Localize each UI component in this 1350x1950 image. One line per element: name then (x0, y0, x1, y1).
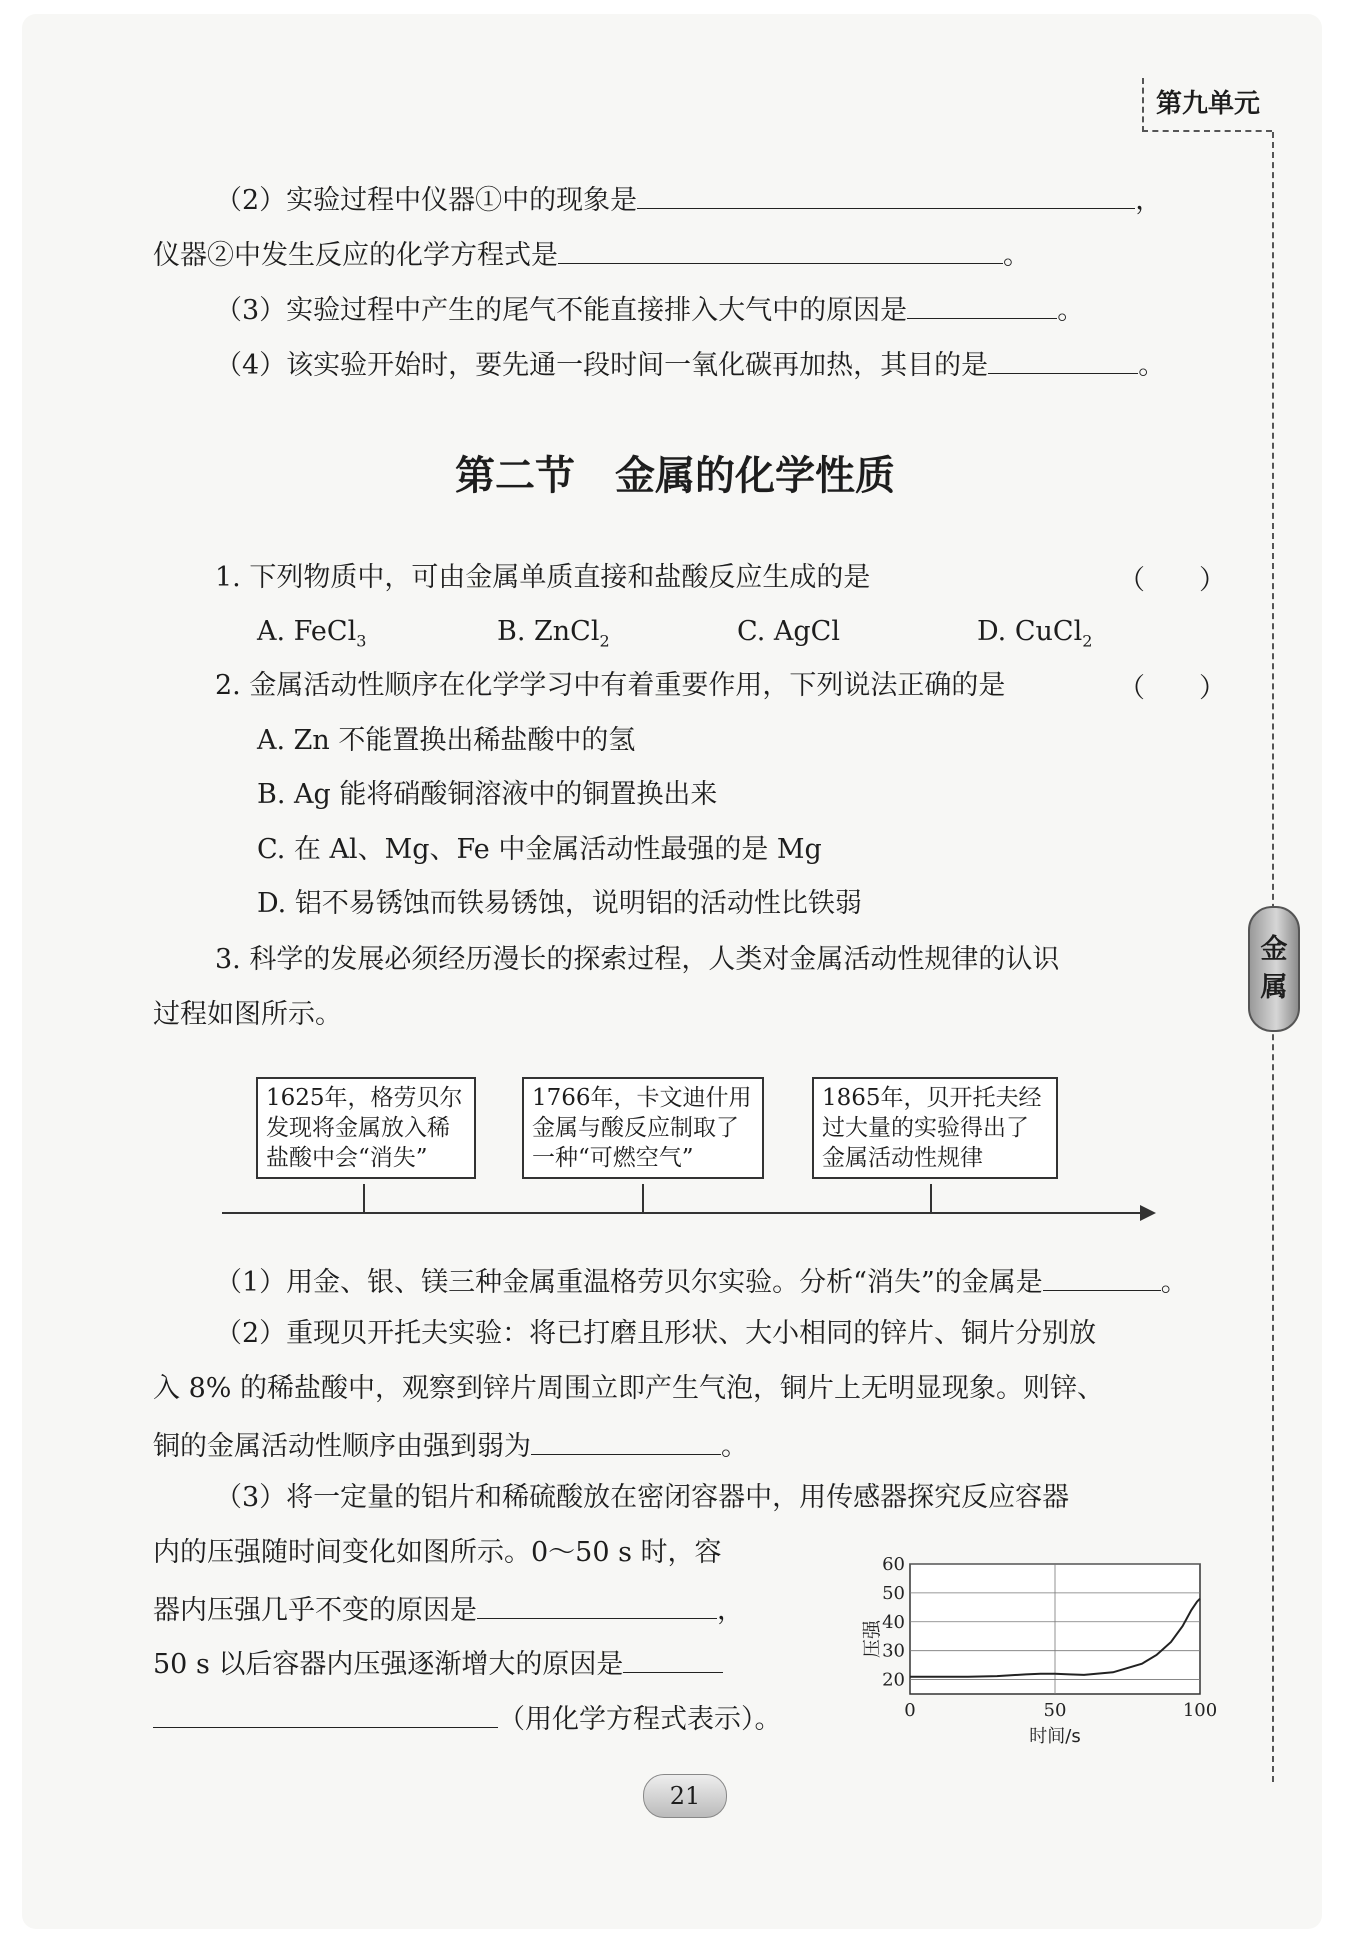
timeline-tick-1 (363, 1184, 365, 1212)
option-formula: AgCl (773, 616, 840, 647)
tab-char-1: 金 (1260, 934, 1288, 965)
q3-sub3-line1: （3）将一定量的铝片和稀硫酸放在密闭容器中，用传感器探究反应容器 (215, 1482, 1070, 1513)
q3-sub3-line2: 内的压强随时间变化如图所示。0～50 s 时，容 (153, 1537, 722, 1568)
chapter-tab (1248, 906, 1300, 1032)
q1-stem: 1. 下列物质中，可由金属单质直接和盐酸反应生成的是 (215, 562, 871, 593)
q2-bracket[interactable]: （ ） (1118, 673, 1226, 704)
option-formula: ZnCl (534, 616, 600, 647)
option-subscript: 3 (356, 631, 367, 651)
tab-char-2: 属 (1260, 972, 1288, 1003)
answer-blank[interactable] (623, 1642, 723, 1673)
y-tick-label: 50 (882, 1582, 905, 1604)
timeline-text: 过大量的实验得出了 (822, 1115, 1029, 1141)
timeline-box-3 (812, 1077, 1058, 1179)
timeline-text: 发现将金属放入稀 (266, 1115, 450, 1141)
q3-sub3-text: 50 s 以后容器内压强逐渐增大的原因是 (153, 1649, 624, 1680)
timeline-text: 1766年，卡文迪什用 (532, 1085, 752, 1111)
option-formula: CuCl (1014, 616, 1083, 647)
prev-q2-line2 (153, 233, 1030, 276)
q2-option-b[interactable]: B. Ag 能将硝酸铜溶液中的铜置换出来 (257, 779, 718, 810)
option-subscript: 2 (599, 631, 610, 651)
option-subscript: 2 (1082, 631, 1093, 651)
q3-sub2-line2: 入 8% 的稀盐酸中，观察到锌片周围立即产生气泡，铜片上无明显现象。则锌、 (153, 1373, 1104, 1404)
q3-sub3-end: （用化学方程式表示）。 (498, 1704, 782, 1735)
q1-option-d[interactable] (977, 612, 1092, 661)
y-tick-label: 40 (882, 1611, 905, 1633)
prev-q4-text: （4）该实验开始时，要先通一段时间一氧化碳再加热，其目的是 (215, 350, 989, 381)
x-tick-label: 0 (904, 1700, 916, 1721)
q3-sub3-line5 (153, 1697, 782, 1740)
q2-option-c[interactable]: C. 在 Al、Mg、Fe 中金属活动性最强的是 Mg (257, 834, 822, 865)
q3-sub3-text: 器内压强几乎不变的原因是 (153, 1595, 477, 1626)
y-axis-label: 压强 (861, 1619, 883, 1659)
pressure-chart (860, 1548, 1230, 1748)
q3-sub1 (215, 1260, 1188, 1303)
punct: ， (1135, 185, 1163, 216)
y-tick-label: 30 (882, 1640, 905, 1662)
x-axis-label: 时间/s (1029, 1726, 1081, 1747)
answer-blank[interactable] (1043, 1260, 1161, 1291)
timeline-tick-2 (642, 1184, 644, 1212)
prev-q2-line1 (215, 178, 1162, 221)
q3-sub3-line3 (153, 1588, 744, 1631)
timeline-text: 金属活动性规律 (822, 1145, 983, 1171)
answer-blank[interactable] (558, 233, 1003, 264)
q3-stem-line2: 过程如图所示。 (153, 999, 342, 1030)
timeline-text: 1865年，贝开托夫经 (822, 1085, 1042, 1111)
q1-bracket[interactable]: （ ） (1118, 565, 1226, 596)
answer-blank[interactable] (988, 343, 1138, 374)
timeline-box-2 (522, 1077, 764, 1179)
q3-stem-line1: 3. 科学的发展必须经历漫长的探索过程，人类对金属活动性规律的认识 (215, 944, 1060, 975)
q1-option-a[interactable] (257, 612, 366, 661)
page-number: 21 (643, 1774, 727, 1818)
q2-option-a[interactable]: A. Zn 不能置换出稀盐酸中的氢 (257, 725, 636, 756)
answer-blank[interactable] (153, 1697, 498, 1728)
answer-blank[interactable] (907, 288, 1057, 319)
prev-q3-text: （3）实验过程中产生的尾气不能直接排入大气中的原因是 (215, 295, 908, 326)
q1-option-c[interactable] (737, 612, 840, 652)
punct: 。 (721, 1431, 748, 1462)
prev-q2-text2: 仪器②中发生反应的化学方程式是 (153, 240, 558, 271)
prev-q4-line (215, 343, 1165, 386)
y-tick-label: 60 (882, 1554, 905, 1575)
prev-q3-line (215, 288, 1084, 331)
option-letter: A. (257, 616, 294, 647)
q2-option-d[interactable]: D. 铝不易锈蚀而铁易锈蚀，说明铝的活动性比铁弱 (257, 888, 862, 919)
x-tick-label: 100 (1182, 1700, 1218, 1721)
answer-blank[interactable] (477, 1588, 717, 1619)
timeline-text: 金属与酸反应制取了 (532, 1115, 739, 1141)
q3-sub2-text: 铜的金属活动性顺序由强到弱为 (153, 1431, 531, 1462)
prev-q2-text: （2）实验过程中仪器①中的现象是 (215, 185, 638, 216)
unit-label: 第九单元 (1142, 78, 1272, 132)
option-letter: C. (737, 616, 774, 647)
q1-option-b[interactable] (497, 612, 610, 661)
x-tick-label: 50 (1043, 1700, 1067, 1721)
timeline-text: 1625年，格劳贝尔 (266, 1085, 463, 1111)
q3-sub3-line4 (153, 1642, 723, 1685)
timeline-box-1 (256, 1077, 476, 1179)
section-title: 第二节 金属的化学性质 (455, 453, 895, 499)
timeline-text: 一种“可燃空气” (532, 1145, 694, 1171)
punct: 。 (1003, 240, 1030, 271)
option-letter: B. (497, 616, 535, 647)
q3-sub1-text: （1）用金、银、镁三种金属重温格劳贝尔实验。分析“消失”的金属是 (215, 1267, 1043, 1298)
timeline-axis (222, 1212, 1147, 1214)
option-formula: FeCl (293, 616, 357, 647)
punct: 。 (1138, 350, 1166, 381)
answer-blank[interactable] (637, 178, 1135, 209)
timeline-tick-3 (930, 1184, 932, 1212)
q3-sub2-line1: （2）重现贝开托夫实验：将已打磨且形状、大小相同的锌片、铜片分别放 (215, 1318, 1097, 1349)
q2-stem: 2. 金属活动性顺序在化学学习中有着重要作用，下列说法正确的是 (215, 670, 1006, 701)
timeline-arrow (1140, 1205, 1156, 1221)
punct: ， (717, 1595, 744, 1626)
punct: 。 (1057, 295, 1085, 326)
punct: 。 (1160, 1267, 1188, 1298)
y-tick-label: 20 (882, 1669, 905, 1691)
q3-sub2-line3 (153, 1424, 748, 1467)
timeline-text: 盐酸中会“消失” (266, 1145, 428, 1171)
answer-blank[interactable] (531, 1424, 721, 1455)
option-letter: D. (977, 616, 1015, 647)
